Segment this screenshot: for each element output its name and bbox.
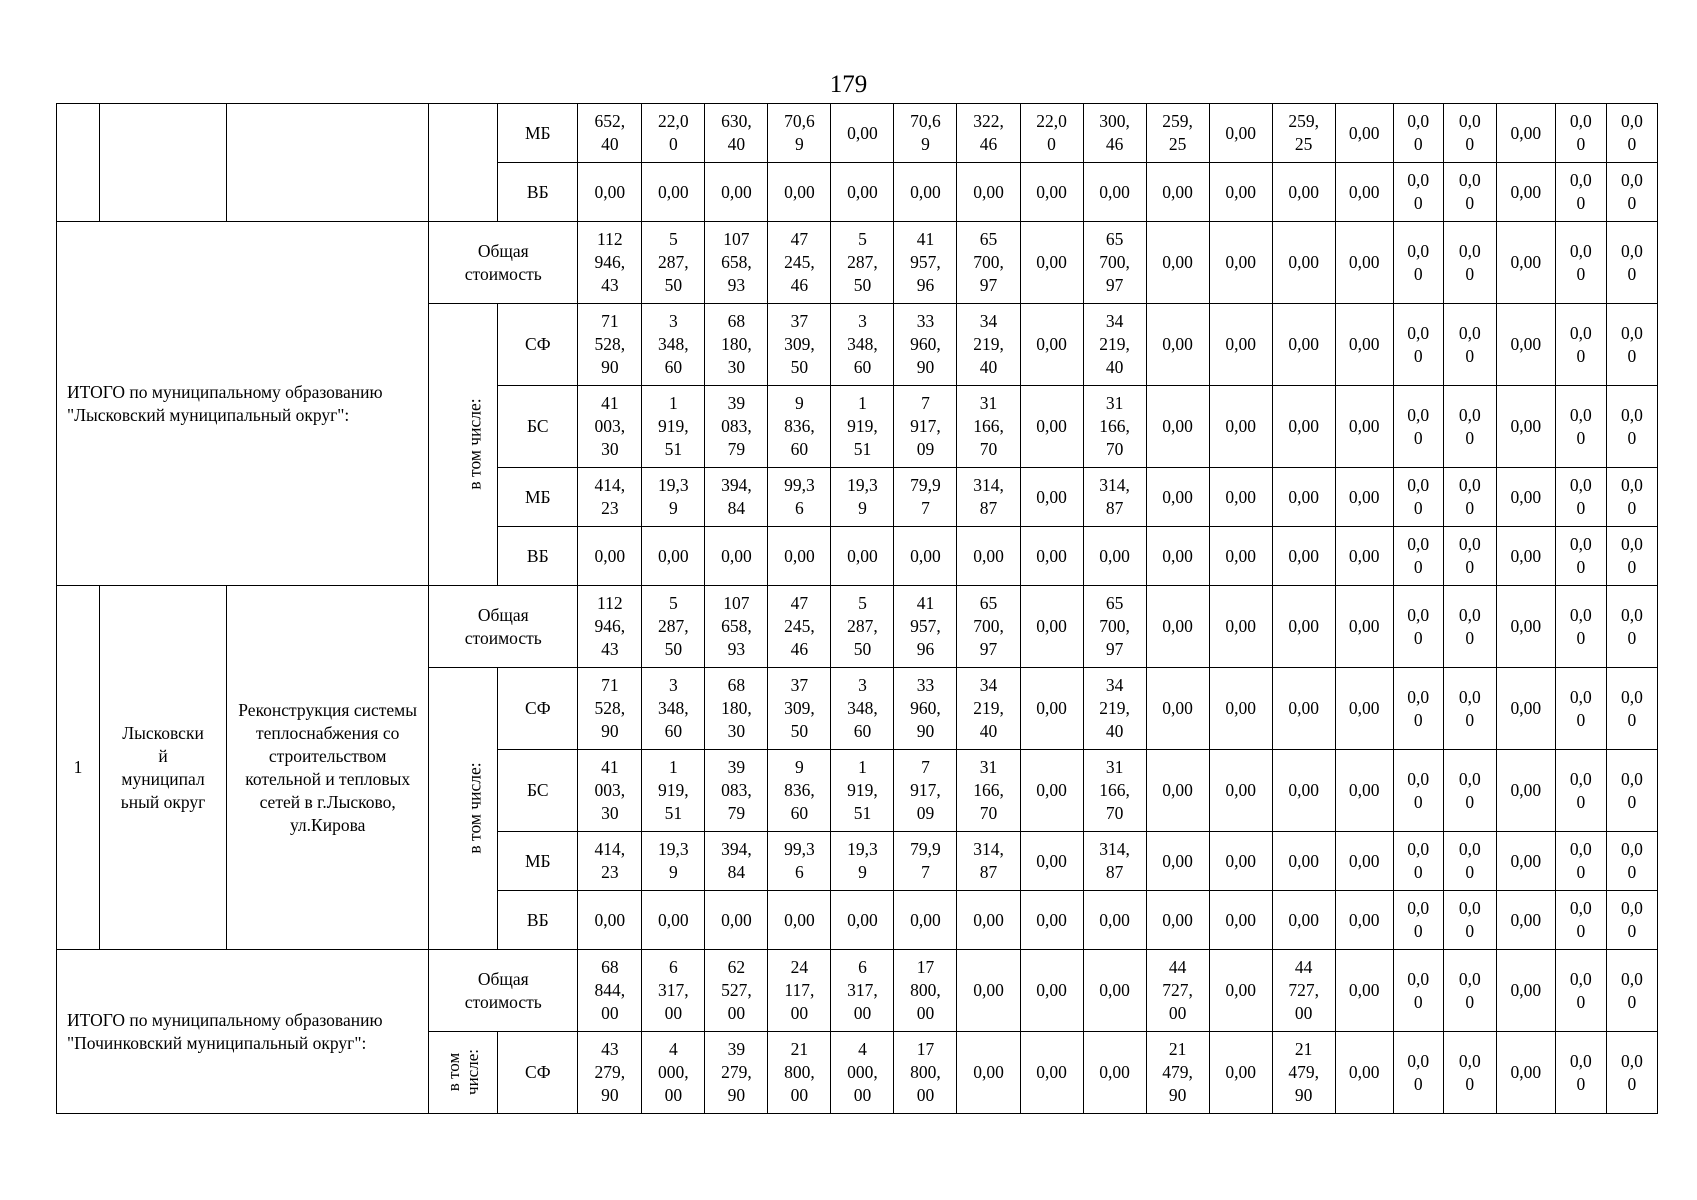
fund-type-cell: БС xyxy=(498,750,578,832)
value-cell: 4 000, 00 xyxy=(831,1032,894,1114)
table-row xyxy=(57,104,1658,163)
value-cell: 68 844, 00 xyxy=(578,950,642,1032)
value-cell: 0,00 xyxy=(1335,832,1393,891)
total-cost-label: Общая стоимость xyxy=(429,586,578,668)
value-cell: 0,0 0 xyxy=(1443,1032,1496,1114)
value-cell: 0,00 xyxy=(705,527,768,586)
value-cell: 259, 25 xyxy=(1272,104,1335,163)
value-cell: 79,9 7 xyxy=(894,832,957,891)
value-cell: 22,0 0 xyxy=(1020,104,1083,163)
value-cell: 0,00 xyxy=(1272,891,1335,950)
value-cell: 34 219, 40 xyxy=(1083,304,1146,386)
value-cell: 0,0 0 xyxy=(1443,163,1496,222)
value-cell: 0,00 xyxy=(1209,163,1272,222)
value-cell: 44 727, 00 xyxy=(1272,950,1335,1032)
value-cell: 0,0 0 xyxy=(1606,750,1657,832)
value-cell: 0,00 xyxy=(1272,750,1335,832)
table-row xyxy=(57,950,1658,1032)
value-cell: 17 800, 00 xyxy=(894,1032,957,1114)
value-cell: 21 479, 90 xyxy=(1272,1032,1335,1114)
value-cell: 0,00 xyxy=(1146,832,1209,891)
value-cell: 0,00 xyxy=(1335,1032,1393,1114)
value-cell: 0,00 xyxy=(1335,950,1393,1032)
value-cell: 70,6 9 xyxy=(768,104,831,163)
value-cell: 0,0 0 xyxy=(1443,222,1496,304)
fund-type-cell: ВБ xyxy=(498,891,578,950)
value-cell: 7 917, 09 xyxy=(894,386,957,468)
value-cell: 0,0 0 xyxy=(1606,586,1657,668)
fund-type-cell: СФ xyxy=(498,304,578,386)
value-cell: 0,00 xyxy=(894,163,957,222)
value-cell: 0,0 0 xyxy=(1555,668,1606,750)
value-cell: 79,9 7 xyxy=(894,468,957,527)
value-cell: 0,00 xyxy=(1496,104,1555,163)
fund-type-cell: МБ xyxy=(498,832,578,891)
value-cell: 0,00 xyxy=(578,527,642,586)
value-cell: 0,00 xyxy=(1496,527,1555,586)
value-cell: 0,0 0 xyxy=(1606,1032,1657,1114)
value-cell: 0,0 0 xyxy=(1393,527,1443,586)
value-cell: 0,00 xyxy=(1020,891,1083,950)
value-cell: 0,00 xyxy=(1496,832,1555,891)
value-cell: 5 287, 50 xyxy=(831,222,894,304)
value-cell: 0,0 0 xyxy=(1555,222,1606,304)
value-cell: 112 946, 43 xyxy=(578,586,642,668)
value-cell: 0,00 xyxy=(1020,222,1083,304)
value-cell: 0,00 xyxy=(957,163,1020,222)
value-cell: 630, 40 xyxy=(705,104,768,163)
value-cell: 0,0 0 xyxy=(1393,750,1443,832)
value-cell: 39 279, 90 xyxy=(705,1032,768,1114)
value-cell: 34 219, 40 xyxy=(957,304,1020,386)
value-cell: 41 003, 30 xyxy=(578,386,642,468)
value-cell: 0,0 0 xyxy=(1606,304,1657,386)
value-cell: 112 946, 43 xyxy=(578,222,642,304)
value-cell: 0,00 xyxy=(1083,950,1146,1032)
value-cell: 0,00 xyxy=(1146,163,1209,222)
value-cell: 0,00 xyxy=(642,163,705,222)
value-cell: 0,00 xyxy=(1496,304,1555,386)
value-cell: 0,00 xyxy=(1272,304,1335,386)
value-cell: 5 287, 50 xyxy=(642,222,705,304)
value-cell: 31 166, 70 xyxy=(957,750,1020,832)
value-cell: 0,00 xyxy=(1209,527,1272,586)
value-cell: 0,0 0 xyxy=(1443,527,1496,586)
project-name: Реконструкция системы теплоснабжения со строительством котельной и тепловых сетей в г.Лысково, ул.Кирова xyxy=(227,586,429,950)
value-cell: 0,00 xyxy=(642,527,705,586)
value-cell: 65 700, 97 xyxy=(1083,586,1146,668)
value-cell: 0,0 0 xyxy=(1555,1032,1606,1114)
value-cell: 6 317, 00 xyxy=(642,950,705,1032)
value-cell: 1 919, 51 xyxy=(831,750,894,832)
row-num-cell xyxy=(57,104,100,222)
value-cell: 33 960, 90 xyxy=(894,304,957,386)
value-cell: 0,0 0 xyxy=(1443,891,1496,950)
value-cell: 0,00 xyxy=(1496,468,1555,527)
including-label xyxy=(429,304,498,586)
value-cell: 19,3 9 xyxy=(642,832,705,891)
value-cell: 0,00 xyxy=(1209,1032,1272,1114)
value-cell: 0,00 xyxy=(1209,104,1272,163)
value-cell: 3 348, 60 xyxy=(831,668,894,750)
value-cell: 0,0 0 xyxy=(1555,304,1606,386)
value-cell: 34 219, 40 xyxy=(957,668,1020,750)
value-cell: 47 245, 46 xyxy=(768,586,831,668)
value-cell: 0,00 xyxy=(1020,750,1083,832)
value-cell: 0,0 0 xyxy=(1443,586,1496,668)
value-cell: 0,00 xyxy=(1146,586,1209,668)
value-cell: 0,00 xyxy=(642,891,705,950)
value-cell: 0,00 xyxy=(1209,222,1272,304)
value-cell: 31 166, 70 xyxy=(1083,750,1146,832)
value-cell: 0,00 xyxy=(1335,468,1393,527)
value-cell: 414, 23 xyxy=(578,468,642,527)
value-cell: 34 219, 40 xyxy=(1083,668,1146,750)
value-cell: 0,00 xyxy=(1272,832,1335,891)
total-cost-label: Общая стоимость xyxy=(429,222,578,304)
value-cell: 0,0 0 xyxy=(1393,304,1443,386)
value-cell: 0,0 0 xyxy=(1443,386,1496,468)
value-cell: 0,00 xyxy=(1209,750,1272,832)
value-cell: 0,00 xyxy=(1496,386,1555,468)
value-cell: 0,00 xyxy=(1272,386,1335,468)
value-cell: 0,0 0 xyxy=(1393,586,1443,668)
value-cell: 0,0 0 xyxy=(1606,222,1657,304)
value-cell: 0,00 xyxy=(957,1032,1020,1114)
value-cell: 0,00 xyxy=(1020,304,1083,386)
value-cell: 65 700, 97 xyxy=(957,222,1020,304)
value-cell: 0,00 xyxy=(1496,891,1555,950)
value-cell: 0,0 0 xyxy=(1393,163,1443,222)
value-cell: 22,0 0 xyxy=(642,104,705,163)
value-cell: 0,0 0 xyxy=(1393,832,1443,891)
value-cell: 0,0 0 xyxy=(1555,468,1606,527)
value-cell: 0,0 0 xyxy=(1606,891,1657,950)
value-cell: 39 083, 79 xyxy=(705,750,768,832)
value-cell: 314, 87 xyxy=(957,468,1020,527)
fund-type-cell: ВБ xyxy=(498,527,578,586)
project-cell xyxy=(227,104,429,222)
value-cell: 0,0 0 xyxy=(1443,668,1496,750)
value-cell: 0,0 0 xyxy=(1555,750,1606,832)
value-cell: 0,00 xyxy=(768,163,831,222)
value-cell: 0,00 xyxy=(1146,222,1209,304)
value-cell: 0,0 0 xyxy=(1606,386,1657,468)
municipality-cell xyxy=(100,104,227,222)
value-cell: 0,00 xyxy=(1272,222,1335,304)
value-cell: 65 700, 97 xyxy=(957,586,1020,668)
value-cell: 0,00 xyxy=(1209,950,1272,1032)
value-cell: 0,0 0 xyxy=(1555,527,1606,586)
value-cell: 0,0 0 xyxy=(1606,468,1657,527)
value-cell: 0,00 xyxy=(1496,222,1555,304)
fund-type-cell: СФ xyxy=(498,668,578,750)
value-cell: 322, 46 xyxy=(957,104,1020,163)
including-label-text: в том числе: xyxy=(444,1048,483,1095)
value-cell: 37 309, 50 xyxy=(768,304,831,386)
value-cell: 0,0 0 xyxy=(1443,832,1496,891)
value-cell: 0,00 xyxy=(1146,668,1209,750)
value-cell: 0,00 xyxy=(1083,163,1146,222)
value-cell: 0,00 xyxy=(1020,586,1083,668)
municipality-name: Лысковски й муниципал ьный округ xyxy=(100,586,227,950)
value-cell: 0,0 0 xyxy=(1443,304,1496,386)
value-cell: 24 117, 00 xyxy=(768,950,831,1032)
value-cell: 0,00 xyxy=(1335,104,1393,163)
value-cell: 107 658, 93 xyxy=(705,586,768,668)
value-cell: 394, 84 xyxy=(705,832,768,891)
value-cell: 314, 87 xyxy=(1083,832,1146,891)
value-cell: 0,00 xyxy=(957,527,1020,586)
value-cell: 0,00 xyxy=(1209,586,1272,668)
value-cell: 259, 25 xyxy=(1146,104,1209,163)
value-cell: 0,00 xyxy=(1335,386,1393,468)
value-cell: 0,00 xyxy=(1020,386,1083,468)
value-cell: 0,0 0 xyxy=(1555,386,1606,468)
value-cell: 0,00 xyxy=(957,950,1020,1032)
value-cell: 19,3 9 xyxy=(831,468,894,527)
value-cell: 37 309, 50 xyxy=(768,668,831,750)
value-cell: 0,00 xyxy=(831,163,894,222)
total-cost-label: Общая стоимость xyxy=(429,950,578,1032)
value-cell: 5 287, 50 xyxy=(831,586,894,668)
value-cell: 68 180, 30 xyxy=(705,304,768,386)
value-cell: 0,00 xyxy=(957,891,1020,950)
value-cell: 1 919, 51 xyxy=(831,386,894,468)
value-cell: 0,0 0 xyxy=(1393,1032,1443,1114)
value-cell: 0,00 xyxy=(1083,891,1146,950)
fund-type-cell: БС xyxy=(498,386,578,468)
fund-type-cell: МБ xyxy=(498,468,578,527)
value-cell: 1 919, 51 xyxy=(642,386,705,468)
value-cell: 0,00 xyxy=(1209,304,1272,386)
value-cell: 0,0 0 xyxy=(1606,668,1657,750)
value-cell: 70,6 9 xyxy=(894,104,957,163)
value-cell: 99,3 6 xyxy=(768,468,831,527)
value-cell: 0,00 xyxy=(1020,1032,1083,1114)
value-cell: 314, 87 xyxy=(957,832,1020,891)
including-label xyxy=(429,1032,498,1114)
value-cell: 0,00 xyxy=(1335,222,1393,304)
incl-cell xyxy=(429,104,498,222)
value-cell: 0,00 xyxy=(578,891,642,950)
value-cell: 3 348, 60 xyxy=(642,668,705,750)
budget-table xyxy=(56,103,1658,1114)
value-cell: 0,0 0 xyxy=(1393,222,1443,304)
value-cell: 0,00 xyxy=(831,527,894,586)
value-cell: 0,0 0 xyxy=(1606,104,1657,163)
value-cell: 0,00 xyxy=(1146,750,1209,832)
including-label xyxy=(429,668,498,950)
value-cell: 41 957, 96 xyxy=(894,586,957,668)
value-cell: 41 003, 30 xyxy=(578,750,642,832)
page-number: 179 xyxy=(829,71,868,98)
value-cell: 0,0 0 xyxy=(1606,950,1657,1032)
value-cell: 0,00 xyxy=(1272,668,1335,750)
value-cell: 300, 46 xyxy=(1083,104,1146,163)
value-cell: 652, 40 xyxy=(578,104,642,163)
value-cell: 0,00 xyxy=(1496,163,1555,222)
value-cell: 0,00 xyxy=(1146,891,1209,950)
value-cell: 0,00 xyxy=(1146,527,1209,586)
value-cell: 0,00 xyxy=(1209,832,1272,891)
value-cell: 0,00 xyxy=(1496,586,1555,668)
value-cell: 0,00 xyxy=(1335,163,1393,222)
value-cell: 0,00 xyxy=(1335,891,1393,950)
value-cell: 0,00 xyxy=(831,104,894,163)
value-cell: 0,00 xyxy=(1146,304,1209,386)
value-cell: 0,00 xyxy=(1020,950,1083,1032)
value-cell: 0,0 0 xyxy=(1443,750,1496,832)
value-cell: 68 180, 30 xyxy=(705,668,768,750)
table-row xyxy=(57,586,1658,668)
value-cell: 0,00 xyxy=(768,527,831,586)
value-cell: 0,0 0 xyxy=(1606,832,1657,891)
value-cell: 314, 87 xyxy=(1083,468,1146,527)
value-cell: 0,00 xyxy=(1146,468,1209,527)
value-cell: 4 000, 00 xyxy=(642,1032,705,1114)
value-cell: 0,0 0 xyxy=(1443,468,1496,527)
value-cell: 39 083, 79 xyxy=(705,386,768,468)
value-cell: 0,00 xyxy=(1083,527,1146,586)
row-number: 1 xyxy=(57,586,100,950)
value-cell: 0,00 xyxy=(1335,527,1393,586)
value-cell: 0,00 xyxy=(831,891,894,950)
value-cell: 0,00 xyxy=(1335,750,1393,832)
including-label-text: в том числе: xyxy=(464,762,485,854)
value-cell: 0,0 0 xyxy=(1393,468,1443,527)
value-cell: 17 800, 00 xyxy=(894,950,957,1032)
value-cell: 0,0 0 xyxy=(1606,527,1657,586)
value-cell: 394, 84 xyxy=(705,468,768,527)
value-cell: 0,00 xyxy=(1209,386,1272,468)
value-cell: 1 919, 51 xyxy=(642,750,705,832)
value-cell: 43 279, 90 xyxy=(578,1032,642,1114)
value-cell: 0,0 0 xyxy=(1393,104,1443,163)
value-cell: 0,00 xyxy=(768,891,831,950)
value-cell: 0,00 xyxy=(705,163,768,222)
value-cell: 0,00 xyxy=(578,163,642,222)
value-cell: 3 348, 60 xyxy=(642,304,705,386)
value-cell: 0,00 xyxy=(1146,386,1209,468)
value-cell: 99,3 6 xyxy=(768,832,831,891)
value-cell: 0,0 0 xyxy=(1555,104,1606,163)
value-cell: 0,00 xyxy=(1496,950,1555,1032)
value-cell: 71 528, 90 xyxy=(578,304,642,386)
fund-type-cell: МБ xyxy=(498,104,578,163)
value-cell: 31 166, 70 xyxy=(957,386,1020,468)
total-label-cell: ИТОГО по муниципальному образованию "Починковский муниципальный округ": xyxy=(57,950,429,1114)
value-cell: 0,0 0 xyxy=(1555,832,1606,891)
value-cell: 5 287, 50 xyxy=(642,586,705,668)
value-cell: 44 727, 00 xyxy=(1146,950,1209,1032)
value-cell: 0,0 0 xyxy=(1555,950,1606,1032)
value-cell: 33 960, 90 xyxy=(894,668,957,750)
value-cell: 62 527, 00 xyxy=(705,950,768,1032)
value-cell: 0,00 xyxy=(1020,832,1083,891)
value-cell: 0,00 xyxy=(1020,527,1083,586)
value-cell: 0,00 xyxy=(1209,468,1272,527)
value-cell: 7 917, 09 xyxy=(894,750,957,832)
value-cell: 21 800, 00 xyxy=(768,1032,831,1114)
value-cell: 0,00 xyxy=(1272,468,1335,527)
fund-type-cell: СФ xyxy=(498,1032,578,1114)
value-cell: 0,00 xyxy=(1020,668,1083,750)
value-cell: 0,0 0 xyxy=(1555,163,1606,222)
value-cell: 0,00 xyxy=(1335,668,1393,750)
value-cell: 0,00 xyxy=(894,527,957,586)
value-cell: 0,0 0 xyxy=(1393,950,1443,1032)
value-cell: 9 836, 60 xyxy=(768,750,831,832)
value-cell: 0,00 xyxy=(1496,1032,1555,1114)
value-cell: 9 836, 60 xyxy=(768,386,831,468)
value-cell: 0,00 xyxy=(1083,1032,1146,1114)
value-cell: 0,00 xyxy=(1209,668,1272,750)
total-label-cell: ИТОГО по муниципальному образованию "Лысковский муниципальный округ": xyxy=(57,222,429,586)
value-cell: 0,00 xyxy=(1335,304,1393,386)
value-cell: 41 957, 96 xyxy=(894,222,957,304)
value-cell: 0,0 0 xyxy=(1443,104,1496,163)
value-cell: 414, 23 xyxy=(578,832,642,891)
value-cell: 0,0 0 xyxy=(1443,950,1496,1032)
value-cell: 3 348, 60 xyxy=(831,304,894,386)
value-cell: 0,0 0 xyxy=(1555,586,1606,668)
value-cell: 65 700, 97 xyxy=(1083,222,1146,304)
value-cell: 0,00 xyxy=(705,891,768,950)
value-cell: 0,00 xyxy=(1272,586,1335,668)
table-row xyxy=(57,222,1658,304)
value-cell: 0,00 xyxy=(1272,163,1335,222)
value-cell: 71 528, 90 xyxy=(578,668,642,750)
value-cell: 19,3 9 xyxy=(642,468,705,527)
value-cell: 0,00 xyxy=(1020,468,1083,527)
value-cell: 0,00 xyxy=(1209,891,1272,950)
fund-type-cell: ВБ xyxy=(498,163,578,222)
value-cell: 6 317, 00 xyxy=(831,950,894,1032)
value-cell: 0,00 xyxy=(894,891,957,950)
value-cell: 107 658, 93 xyxy=(705,222,768,304)
value-cell: 0,0 0 xyxy=(1555,891,1606,950)
value-cell: 0,0 0 xyxy=(1393,668,1443,750)
value-cell: 47 245, 46 xyxy=(768,222,831,304)
value-cell: 0,0 0 xyxy=(1606,163,1657,222)
value-cell: 0,00 xyxy=(1335,586,1393,668)
value-cell: 0,0 0 xyxy=(1393,386,1443,468)
including-label-text: в том числе: xyxy=(464,398,485,490)
value-cell: 0,00 xyxy=(1496,668,1555,750)
value-cell: 19,3 9 xyxy=(831,832,894,891)
value-cell: 0,00 xyxy=(1272,527,1335,586)
value-cell: 31 166, 70 xyxy=(1083,386,1146,468)
value-cell: 0,00 xyxy=(1020,163,1083,222)
value-cell: 21 479, 90 xyxy=(1146,1032,1209,1114)
value-cell: 0,0 0 xyxy=(1393,891,1443,950)
value-cell: 0,00 xyxy=(1496,750,1555,832)
